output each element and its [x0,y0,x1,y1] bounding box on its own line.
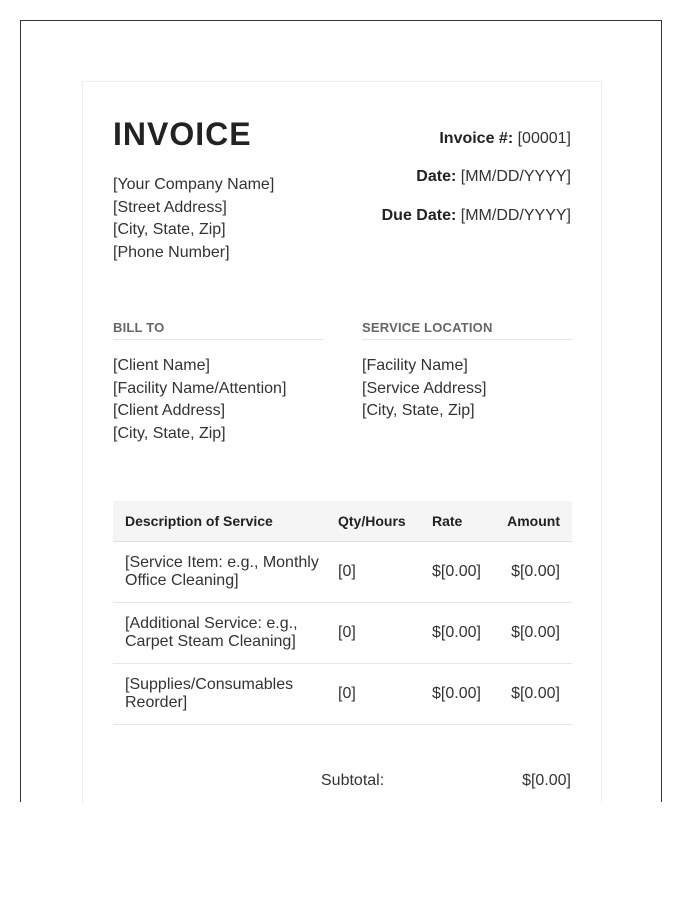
company-name: [Your Company Name] [113,176,275,193]
row-amount: $[0.00] [511,624,560,641]
service-location-line: [Service Address] [362,379,487,397]
invoice-title: INVOICE [113,116,252,152]
company-city: [City, State, Zip] [113,221,226,238]
company-street: [Street Address] [113,198,227,216]
bill-to-line: [Client Address] [113,402,226,419]
bill-to-line: [Facility Name/Attention] [113,379,287,397]
invoice-date-label: Date: [416,168,457,185]
table-row [113,603,572,664]
row-qty: [0] [338,685,356,702]
bill-to-header: BILL TO [113,320,323,340]
row-rate: $[0.00] [432,685,481,702]
service-location-line: [City, State, Zip] [362,402,475,419]
row-description: [Supplies/Consumables Reorder] [125,676,294,711]
subtotal-label: Subtotal: [321,772,385,789]
bill-to-line: [Client Name] [113,357,210,374]
row-qty: [0] [338,624,356,641]
column-header-rate: Rate [432,513,463,529]
table-row [113,664,572,725]
row-rate: $[0.00] [432,624,481,641]
bill-to-line: [City, State, Zip] [113,424,226,442]
row-amount: $[0.00] [511,563,560,580]
row-rate: $[0.00] [432,563,481,580]
row-qty: [0] [338,563,356,580]
column-header-qty: Qty/Hours [338,513,406,529]
column-header-amount: Amount [507,513,560,529]
invoice-date-value: [MM/DD/YYYY] [460,168,571,185]
services-table [113,501,572,725]
row-description: [Additional Service: e.g., Carpet Steam Cleaning] [125,615,298,650]
row-description: [Service Item: e.g., Monthly Office Cleaning] [125,554,319,589]
table-header-row [113,501,572,542]
row-amount: $[0.00] [511,685,560,702]
invoice-due-label: Due Date: [381,207,457,224]
column-header-description: Description of Service [125,513,273,529]
bill-to-address [113,355,286,445]
invoice-date [416,168,571,186]
service-location-header: SERVICE LOCATION [362,320,572,340]
document-page [20,20,662,802]
service-location-line: [Facility Name] [362,357,468,374]
invoice-number-value: [00001] [517,130,571,147]
company-info [113,174,274,264]
invoice-number-label: Invoice #: [439,130,514,147]
subtotal-value: $[0.00] [522,772,571,789]
company-phone: [Phone Number] [113,243,230,261]
invoice-number [439,130,571,148]
invoice-due-value: [MM/DD/YYYY] [460,207,571,224]
invoice-card [82,81,602,802]
table-row [113,542,572,603]
service-location-address [362,355,487,423]
invoice-due-date [382,207,571,225]
